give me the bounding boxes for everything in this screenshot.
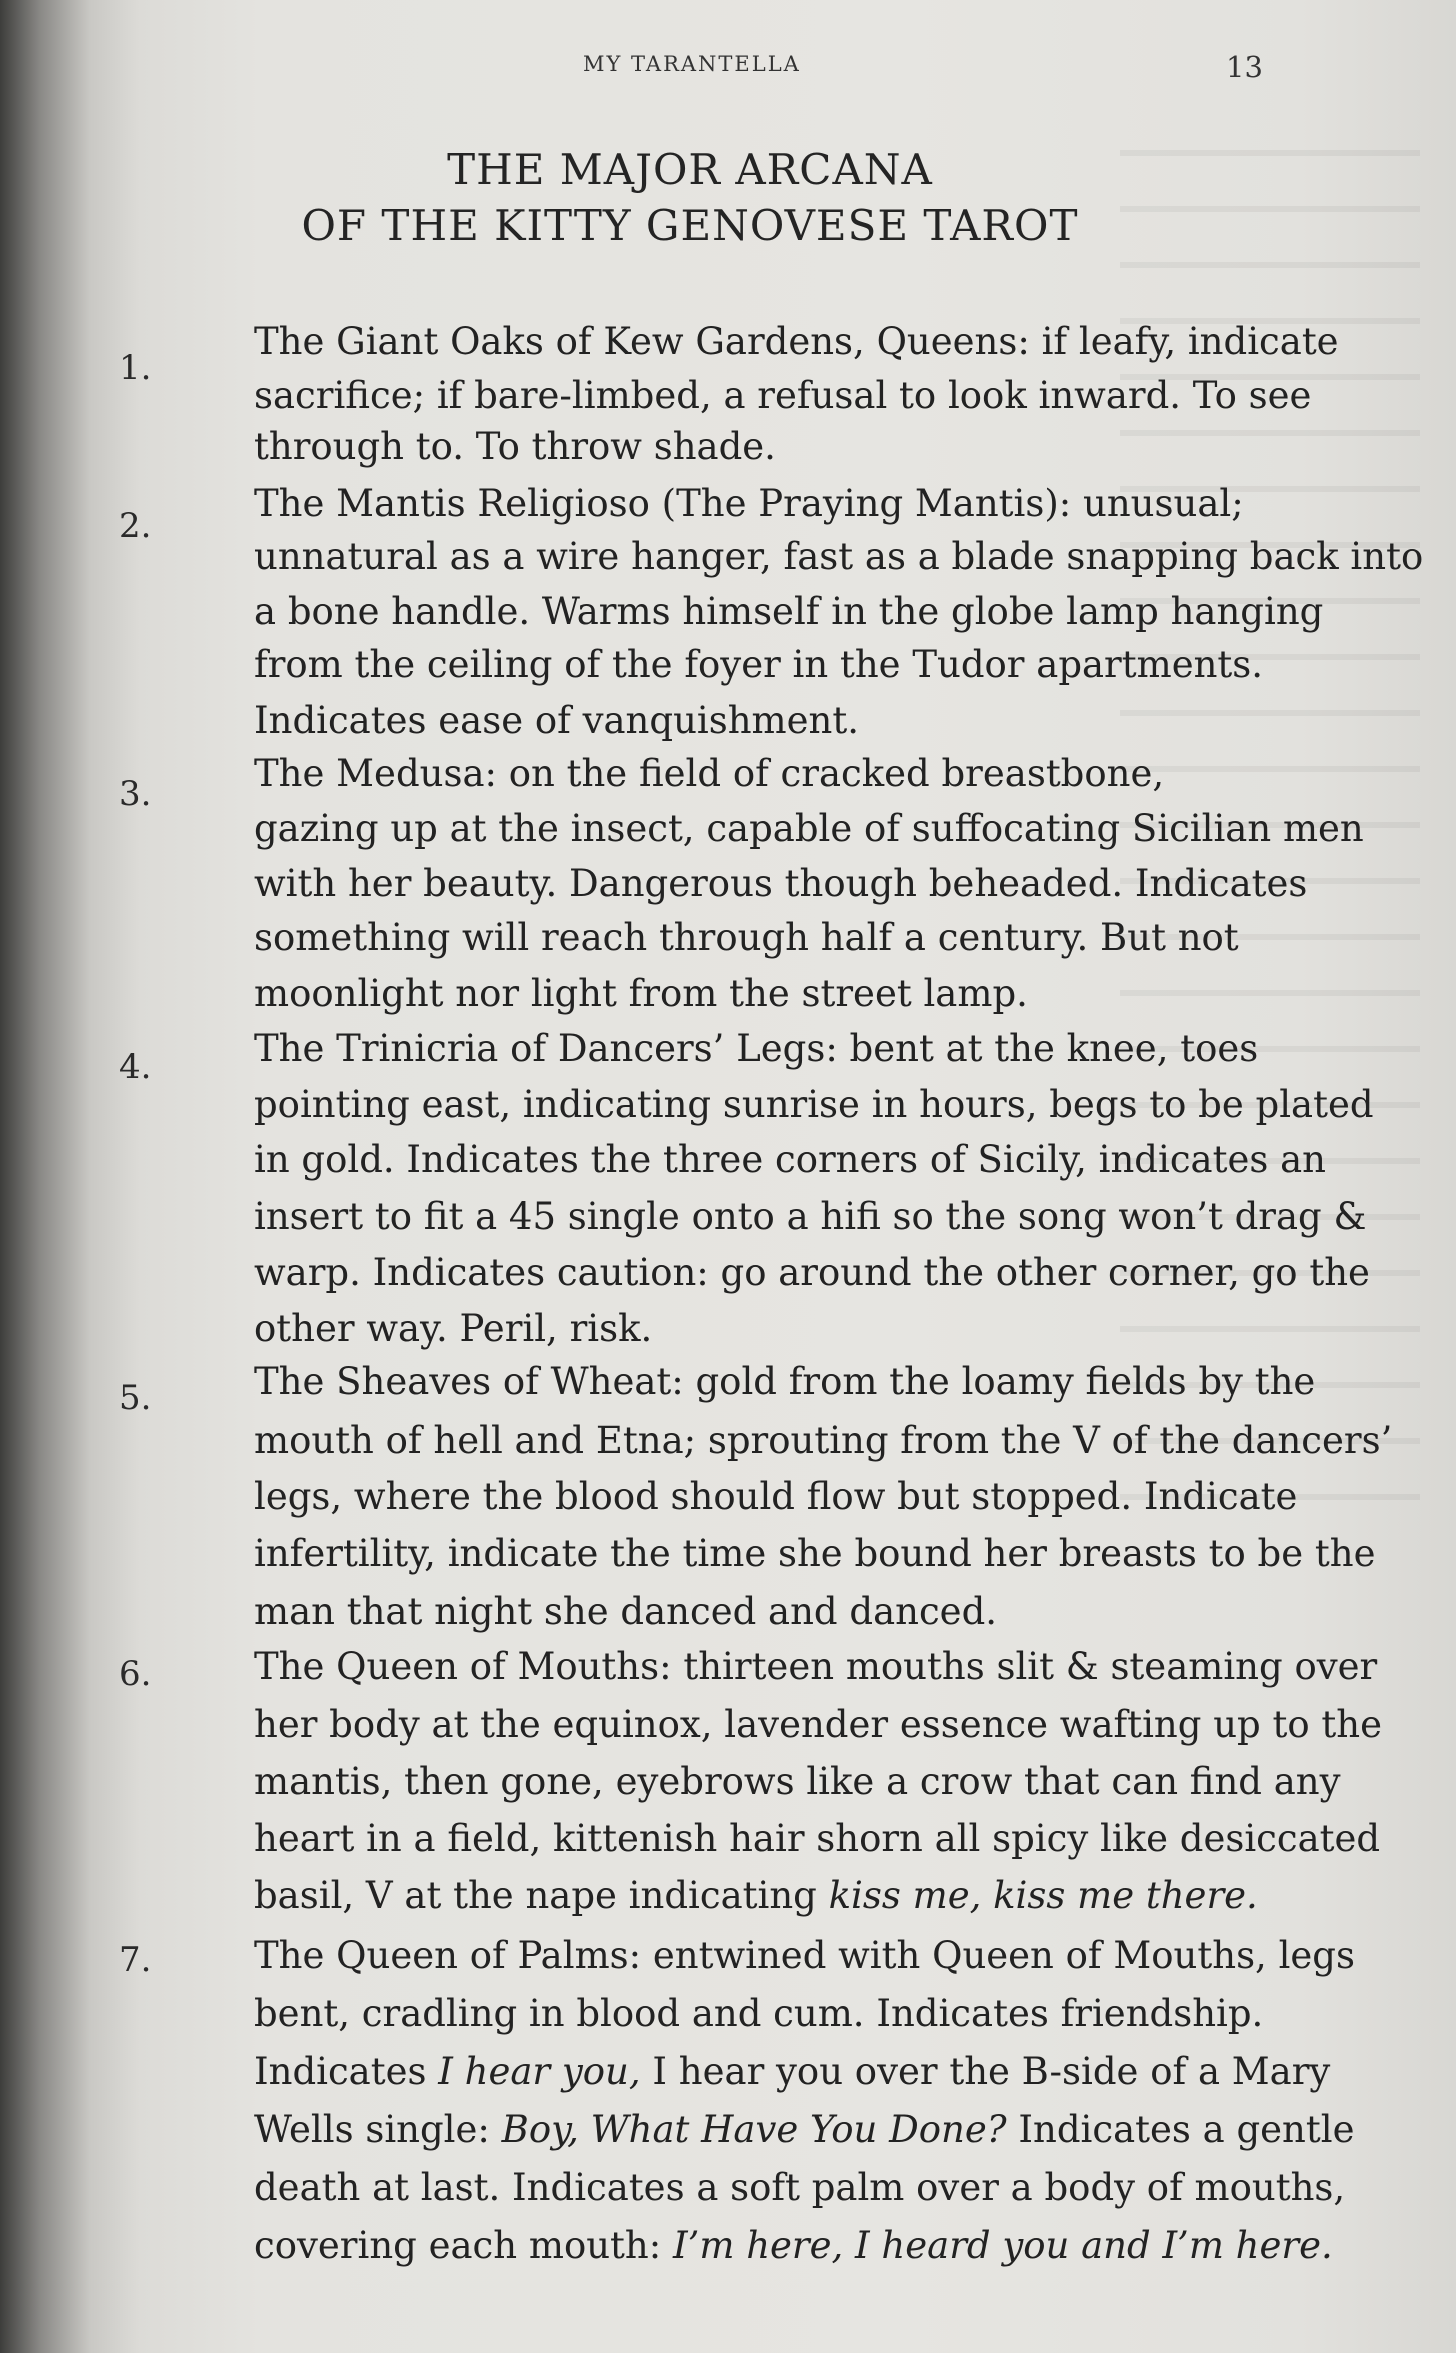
entry-number: 6. (119, 1654, 152, 1694)
entry-number: 7. (119, 1940, 152, 1980)
entry-line: a bone handle. Warms himself in the globe lamp hanging (254, 590, 1324, 633)
entry-line (254, 1872, 1258, 1920)
entry-line: mantis, then gone, eyebrows like a crow that can find any (254, 1760, 1341, 1803)
entry-line: through to. To throw shade. (254, 425, 776, 468)
entry-line: heart in a field, kittenish hair shorn all spicy like desiccated (254, 1817, 1381, 1860)
entry-line-text: Indicates a gentle (1006, 2108, 1355, 2151)
italic-phrase: I hear you, (438, 2050, 641, 2093)
running-head: MY TARANTELLA (583, 52, 801, 76)
entry-number: 5. (119, 1378, 152, 1418)
entry-number: 2. (119, 506, 152, 546)
entry-line: warp. Indicates caution: go around the other corner, go the (254, 1251, 1370, 1294)
entry-line: man that night she danced and danced. (254, 1590, 998, 1633)
entry-line: something will reach through half a century. But not (254, 916, 1239, 959)
entry-line: Indicates ease of vanquishment. (254, 699, 859, 742)
entry-line: gazing up at the insect, capable of suffocating Sicilian men (254, 807, 1364, 850)
entry-line: The Queen of Mouths: thirteen mouths slit & steaming over (254, 1645, 1378, 1688)
entry-line: The Queen of Palms: entwined with Queen of Mouths, legs (254, 1934, 1355, 1977)
entry-line-text: I hear you over the B-side of a Mary (640, 2050, 1331, 2093)
italic-phrase: I’m here, I heard you and I’m here. (672, 2224, 1333, 2267)
entry-line-text: Wells single: (254, 2108, 502, 2151)
page-number: 13 (1226, 50, 1263, 84)
entry-line: in gold. Indicates the three corners of Sicily, indicates an (254, 1138, 1327, 1181)
entry-line: with her beauty. Dangerous though beheaded. Indicates (254, 862, 1308, 905)
entry-number: 4. (119, 1047, 152, 1087)
entry-line: legs, where the blood should flow but stopped. Indicate (254, 1475, 1298, 1518)
entry-line-text: Indicates (254, 2050, 439, 2093)
entry-line: The Sheaves of Wheat: gold from the loamy fields by the (254, 1360, 1316, 1403)
entry-line-text: covering each mouth: (254, 2224, 673, 2267)
italic-phrase: kiss me, kiss me there. (828, 1874, 1258, 1917)
entry-line: infertility, indicate the time she bound her breasts to be the (254, 1532, 1376, 1575)
entry-line: death at last. Indicates a soft palm over a body of mouths, (254, 2166, 1346, 2209)
entry-line: bent, cradling in blood and cum. Indicates friendship. (254, 1992, 1264, 2035)
entry-line (254, 2106, 1354, 2154)
entry-line: mouth of hell and Etna; sprouting from the V of the dancers’ (254, 1419, 1393, 1462)
entry-line: The Medusa: on the field of cracked breastbone, (254, 752, 1165, 795)
entry-line: The Mantis Religioso (The Praying Mantis): unusual; (254, 482, 1244, 525)
italic-phrase: Boy, What Have You Done? (501, 2108, 1007, 2151)
entry-line: sacrifice; if bare-limbed, a refusal to look inward. To see (254, 374, 1312, 417)
entry-line (254, 2222, 1333, 2270)
entry-line (254, 2048, 1330, 2096)
entry-line: insert to fit a 45 single onto a hifi so the song won’t drag & (254, 1195, 1367, 1238)
entry-line: unnatural as a wire hanger, fast as a blade snapping back into (254, 535, 1424, 578)
entry-line: moonlight nor light from the street lamp. (254, 972, 1028, 1015)
chapter-title-line-1: THE MAJOR ARCANA (447, 145, 933, 194)
entry-line: The Giant Oaks of Kew Gardens, Queens: if leafy, indicate (254, 320, 1339, 363)
entry-line: other way. Peril, risk. (254, 1307, 653, 1350)
entry-line: pointing east, indicating sunrise in hours, begs to be plated (254, 1083, 1374, 1126)
chapter-title-line-2: OF THE KITTY GENOVESE TAROT (301, 201, 1079, 250)
entry-line: The Trinicria of Dancers’ Legs: bent at the knee, toes (254, 1027, 1259, 1070)
entry-line: her body at the equinox, lavender essence wafting up to the (254, 1703, 1382, 1746)
entry-line-text: basil, V at the nape indicating (254, 1874, 829, 1917)
entry-line: from the ceiling of the foyer in the Tudor apartments. (254, 643, 1264, 686)
entry-number: 1. (119, 348, 152, 388)
entry-number: 3. (119, 774, 152, 814)
